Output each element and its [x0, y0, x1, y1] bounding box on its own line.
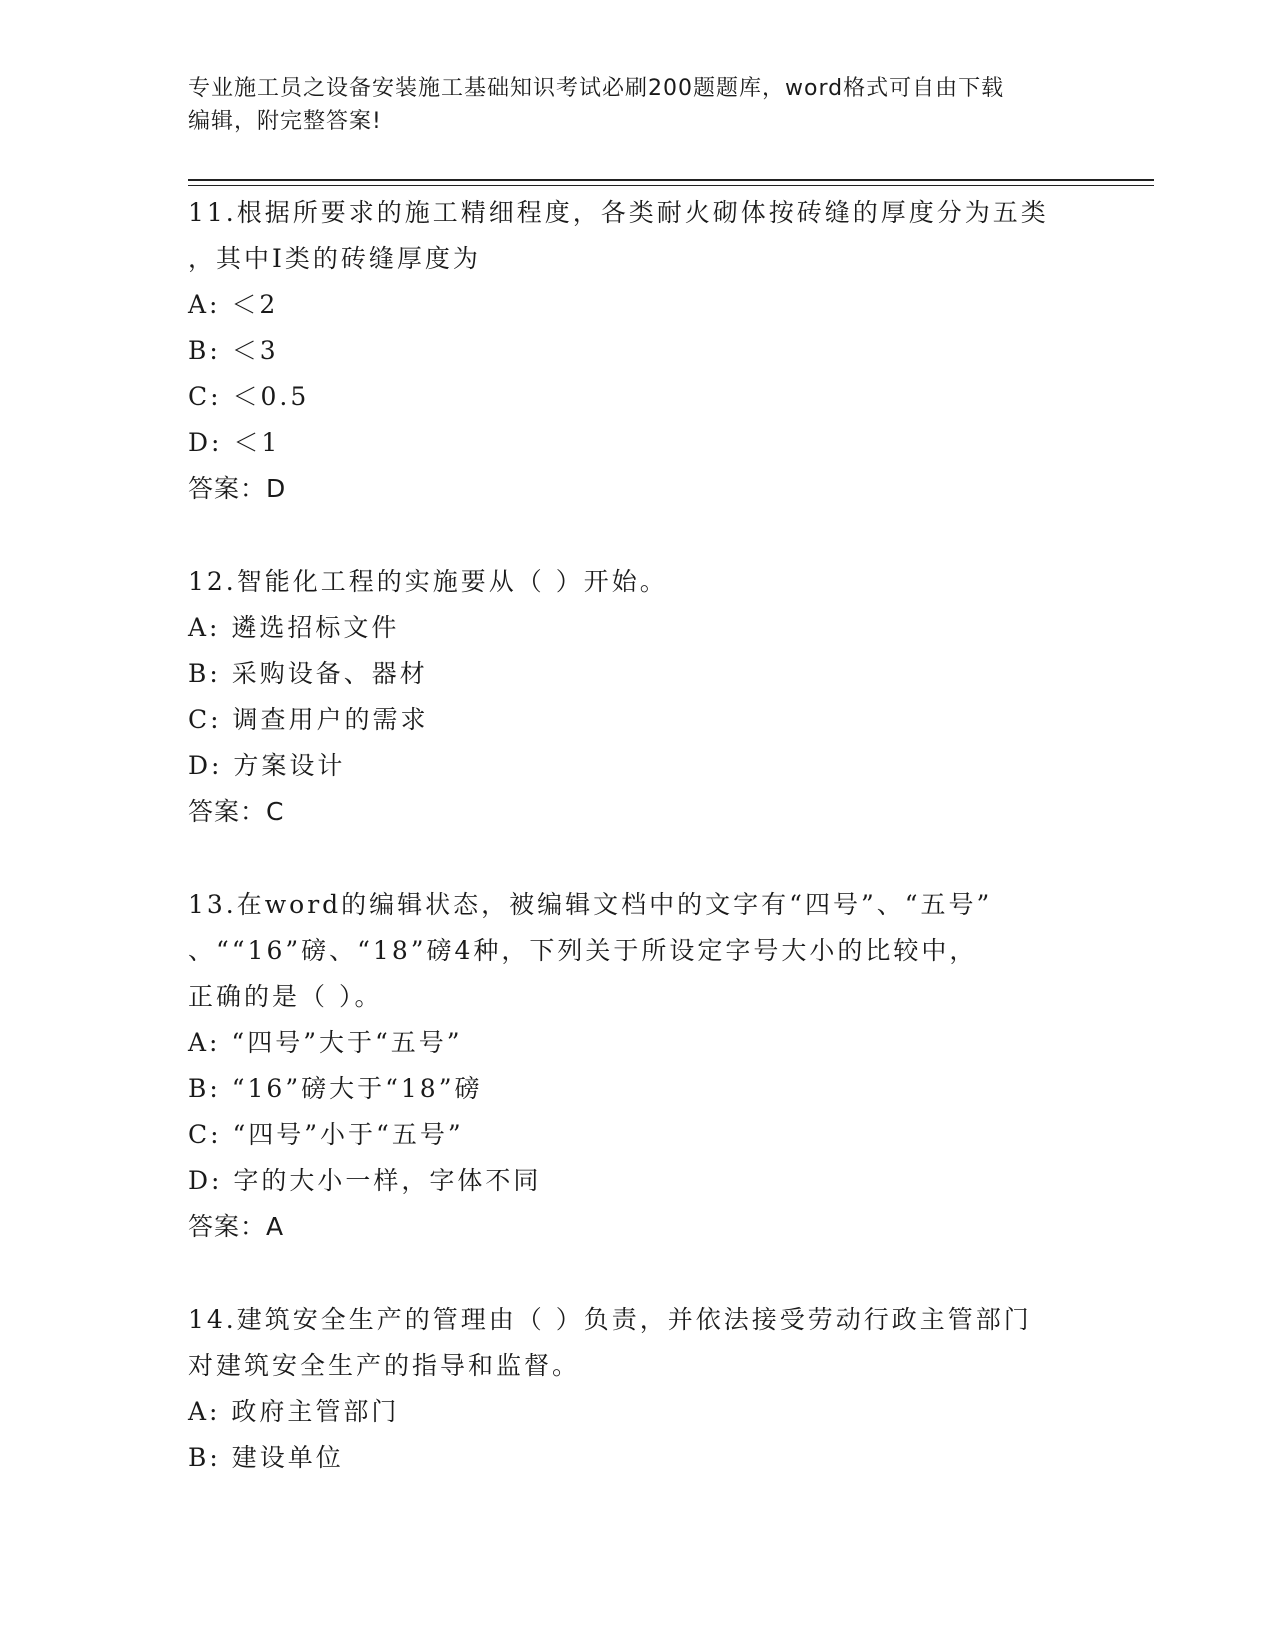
header-line-2: 编辑，附完整答案! [188, 109, 382, 134]
answer-line: 答案：C [188, 797, 285, 826]
question-stem-line: 对建筑安全生产的指导和监督。 [188, 1351, 581, 1380]
option-b: B: 建设单位 [188, 1443, 344, 1472]
option-d: D: ＜1 [188, 428, 281, 457]
option-a: A: 遴选招标文件 [188, 613, 400, 642]
question-stem-line: ，其中I类的砖缝厚度为 [188, 244, 481, 273]
question-11 [188, 190, 1088, 512]
question-stem-line: 、““16”磅、“18”磅4种，下列关于所设定字号大小的比较中， [188, 936, 978, 965]
question-12 [188, 559, 1088, 835]
question-list [188, 190, 1088, 1528]
question-stem-line: 12.智能化工程的实施要从（ ）开始。 [188, 567, 668, 596]
question-stem-line: 正确的是（ ）。 [188, 982, 383, 1011]
question-stem-line: 13.在word的编辑状态，被编辑文档中的文字有“四号”、“五号” [188, 890, 993, 919]
question-14 [188, 1297, 1088, 1481]
option-a: A: ＜2 [188, 290, 279, 319]
option-c: C: 调查用户的需求 [188, 705, 429, 734]
option-a: A: 政府主管部门 [188, 1397, 400, 1426]
question-stem-line: 11.根据所要求的施工精细程度，各类耐火砌体按砖缝的厚度分为五类 [188, 198, 1049, 227]
option-d: D: 字的大小一样，字体不同 [188, 1166, 542, 1195]
answer-line: 答案：A [188, 1212, 285, 1241]
document-header [188, 72, 1088, 138]
answer-line: 答案：D [188, 474, 287, 503]
question-13 [188, 882, 1088, 1250]
option-b: B: “16”磅大于“18”磅 [188, 1074, 483, 1103]
header-line-1: 专业施工员之设备安装施工基础知识考试必刷200题题库，word格式可自由下载 [188, 76, 1005, 101]
option-a: A: “四号”大于“五号” [188, 1028, 463, 1057]
option-b: B: ＜3 [188, 336, 279, 365]
option-b: B: 采购设备、器材 [188, 659, 428, 688]
header-divider-thick [188, 179, 1154, 181]
option-c: C: ＜0.5 [188, 382, 310, 411]
header-divider-thin [188, 185, 1154, 186]
option-c: C: “四号”小于“五号” [188, 1120, 464, 1149]
question-stem-line: 14.建筑安全生产的管理由（ ）负责，并依法接受劳动行政主管部门 [188, 1305, 1032, 1334]
option-d: D: 方案设计 [188, 751, 346, 780]
